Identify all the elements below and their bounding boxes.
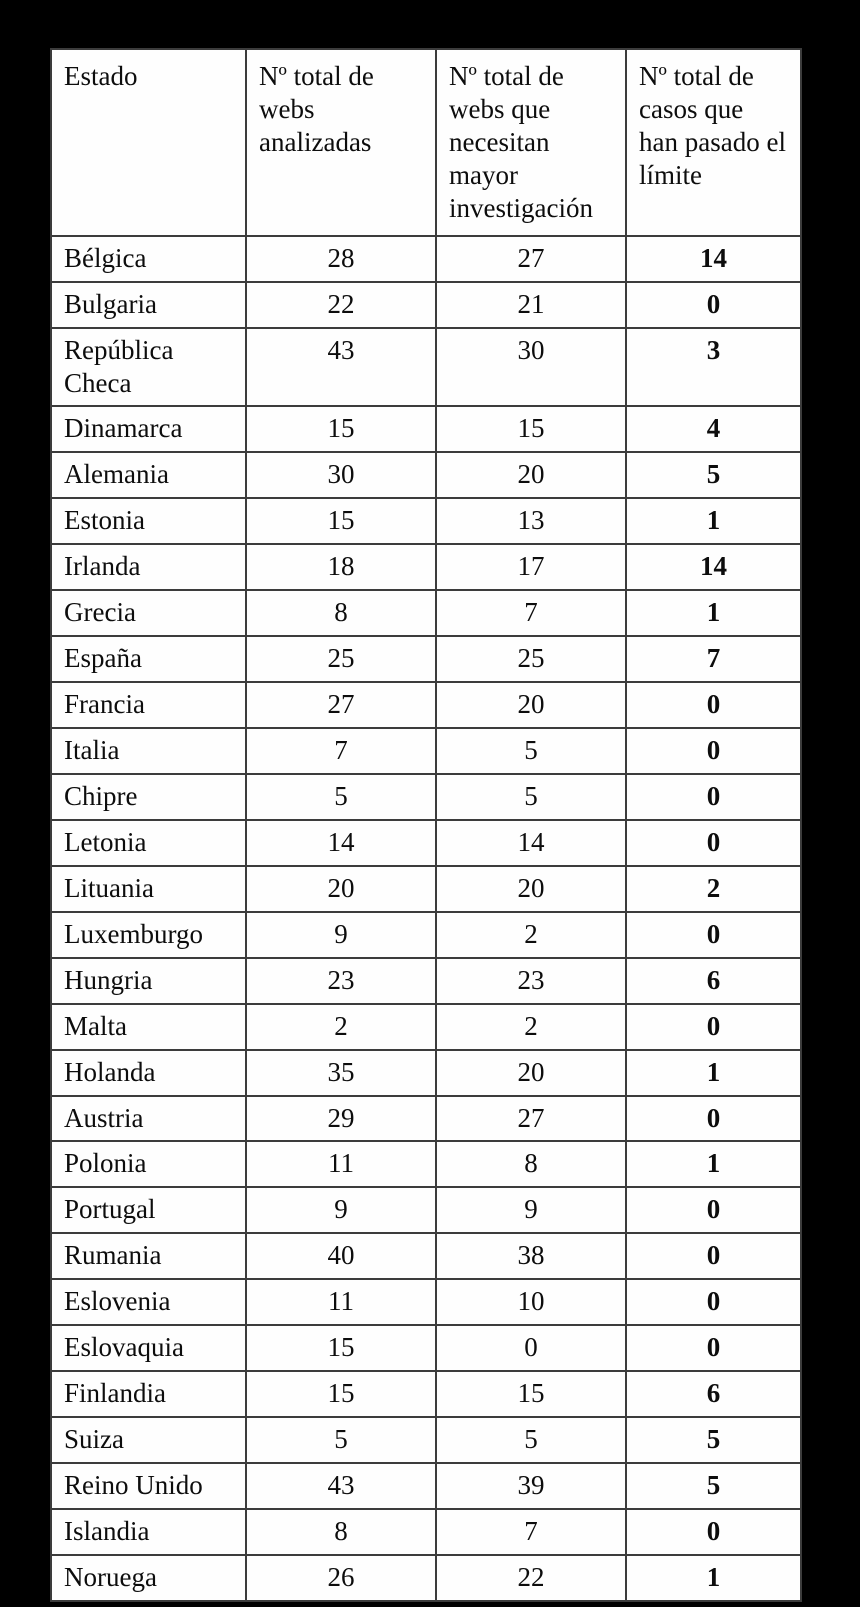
- cell-webs-analizadas: 30: [246, 452, 436, 498]
- cell-estado: Islandia: [51, 1509, 246, 1555]
- cell-casos-limite: 1: [626, 498, 801, 544]
- cell-webs-analizadas: 9: [246, 912, 436, 958]
- header-row: [51, 49, 801, 236]
- cell-casos-limite: 14: [626, 544, 801, 590]
- cell-webs-investigacion: 20: [436, 1050, 626, 1096]
- cell-webs-investigacion: 27: [436, 1096, 626, 1142]
- cell-casos-limite: 0: [626, 1187, 801, 1233]
- cell-webs-investigacion: 5: [436, 1417, 626, 1463]
- cell-casos-limite: 5: [626, 1463, 801, 1509]
- table-row: [51, 1371, 801, 1417]
- table-row: [51, 328, 801, 407]
- cell-estado: Bulgaria: [51, 282, 246, 328]
- header-casos-limite: Nº total de casos que han pasado el límite: [626, 49, 801, 236]
- cell-webs-investigacion: 30: [436, 328, 626, 407]
- cell-casos-limite: 0: [626, 682, 801, 728]
- cell-webs-analizadas: 40: [246, 1233, 436, 1279]
- cell-webs-investigacion: 7: [436, 590, 626, 636]
- cell-casos-limite: 0: [626, 282, 801, 328]
- cell-casos-limite: 4: [626, 406, 801, 452]
- cell-webs-investigacion: 10: [436, 1279, 626, 1325]
- cell-estado: Irlanda: [51, 544, 246, 590]
- cell-estado: España: [51, 636, 246, 682]
- cell-casos-limite: 7: [626, 636, 801, 682]
- cell-webs-investigacion: 0: [436, 1325, 626, 1371]
- cell-webs-investigacion: 38: [436, 1233, 626, 1279]
- cell-casos-limite: 0: [626, 912, 801, 958]
- cell-webs-investigacion: 22: [436, 1555, 626, 1601]
- cell-webs-investigacion: 7: [436, 1509, 626, 1555]
- cell-casos-limite: 2: [626, 866, 801, 912]
- cell-estado: Lituania: [51, 866, 246, 912]
- table-row: [51, 820, 801, 866]
- cell-webs-analizadas: 9: [246, 1187, 436, 1233]
- cell-webs-analizadas: 18: [246, 544, 436, 590]
- cell-casos-limite: 0: [626, 1279, 801, 1325]
- cell-webs-investigacion: 2: [436, 912, 626, 958]
- table-row: [51, 1417, 801, 1463]
- cell-casos-limite: 0: [626, 728, 801, 774]
- cell-webs-analizadas: 22: [246, 282, 436, 328]
- cell-casos-limite: 0: [626, 820, 801, 866]
- cell-webs-investigacion: 21: [436, 282, 626, 328]
- cell-webs-analizadas: 26: [246, 1555, 436, 1601]
- cell-estado: Eslovaquia: [51, 1325, 246, 1371]
- cell-webs-investigacion: 8: [436, 1141, 626, 1187]
- cell-casos-limite: 1: [626, 1141, 801, 1187]
- cell-casos-limite: 5: [626, 452, 801, 498]
- cell-webs-analizadas: 28: [246, 236, 436, 282]
- cell-casos-limite: 6: [626, 958, 801, 1004]
- table-row: [51, 1325, 801, 1371]
- cell-estado: Suiza: [51, 1417, 246, 1463]
- cell-webs-investigacion: 15: [436, 1371, 626, 1417]
- cell-webs-investigacion: 5: [436, 728, 626, 774]
- cell-webs-analizadas: 14: [246, 820, 436, 866]
- cell-webs-analizadas: 27: [246, 682, 436, 728]
- table-row: [51, 866, 801, 912]
- table-row: [51, 452, 801, 498]
- cell-casos-limite: 3: [626, 328, 801, 407]
- cell-casos-limite: 5: [626, 1417, 801, 1463]
- cell-webs-investigacion: 17: [436, 544, 626, 590]
- cell-casos-limite: 0: [626, 1004, 801, 1050]
- cell-webs-analizadas: 8: [246, 1509, 436, 1555]
- table-row: [51, 1141, 801, 1187]
- cell-webs-analizadas: 8: [246, 590, 436, 636]
- cell-webs-investigacion: 2: [436, 1004, 626, 1050]
- cell-estado: Letonia: [51, 820, 246, 866]
- cell-webs-investigacion: 27: [436, 236, 626, 282]
- cell-estado: Francia: [51, 682, 246, 728]
- cell-webs-analizadas: 7: [246, 728, 436, 774]
- table-row: [51, 728, 801, 774]
- countries-table: [50, 48, 802, 1602]
- cell-casos-limite: 14: [626, 236, 801, 282]
- countries-table-container: [50, 48, 800, 1602]
- header-estado: Estado: [51, 49, 246, 236]
- cell-webs-analizadas: 25: [246, 636, 436, 682]
- cell-webs-investigacion: 23: [436, 958, 626, 1004]
- table-row: [51, 544, 801, 590]
- cell-webs-investigacion: 15: [436, 406, 626, 452]
- table-row: [51, 912, 801, 958]
- cell-webs-investigacion: 20: [436, 452, 626, 498]
- table-row: [51, 636, 801, 682]
- table-row: [51, 682, 801, 728]
- cell-webs-analizadas: 15: [246, 498, 436, 544]
- table-row: [51, 498, 801, 544]
- cell-estado: Grecia: [51, 590, 246, 636]
- cell-webs-analizadas: 43: [246, 1463, 436, 1509]
- cell-estado: Malta: [51, 1004, 246, 1050]
- cell-webs-analizadas: 20: [246, 866, 436, 912]
- table-body: [51, 236, 801, 1601]
- cell-webs-analizadas: 15: [246, 1371, 436, 1417]
- cell-estado: Reino Unido: [51, 1463, 246, 1509]
- cell-casos-limite: 6: [626, 1371, 801, 1417]
- cell-webs-analizadas: 35: [246, 1050, 436, 1096]
- cell-casos-limite: 1: [626, 1050, 801, 1096]
- cell-webs-investigacion: 5: [436, 774, 626, 820]
- cell-webs-investigacion: 39: [436, 1463, 626, 1509]
- cell-estado: Portugal: [51, 1187, 246, 1233]
- cell-casos-limite: 0: [626, 1096, 801, 1142]
- table-row: [51, 958, 801, 1004]
- table-row: [51, 590, 801, 636]
- cell-estado: Austria: [51, 1096, 246, 1142]
- cell-estado: Rumania: [51, 1233, 246, 1279]
- cell-webs-analizadas: 5: [246, 1417, 436, 1463]
- cell-casos-limite: 0: [626, 1233, 801, 1279]
- cell-estado: Hungria: [51, 958, 246, 1004]
- cell-webs-investigacion: 13: [436, 498, 626, 544]
- table-row: [51, 1096, 801, 1142]
- cell-estado: Noruega: [51, 1555, 246, 1601]
- cell-webs-investigacion: 25: [436, 636, 626, 682]
- cell-estado: Eslovenia: [51, 1279, 246, 1325]
- table-row: [51, 236, 801, 282]
- cell-webs-analizadas: 2: [246, 1004, 436, 1050]
- table-row: [51, 1004, 801, 1050]
- table-row: [51, 1050, 801, 1096]
- cell-estado: Holanda: [51, 1050, 246, 1096]
- cell-webs-investigacion: 14: [436, 820, 626, 866]
- table-row: [51, 1555, 801, 1601]
- cell-casos-limite: 0: [626, 1509, 801, 1555]
- cell-estado: Finlandia: [51, 1371, 246, 1417]
- table-row: [51, 282, 801, 328]
- header-webs-analizadas: Nº total de webs analizadas: [246, 49, 436, 236]
- cell-casos-limite: 1: [626, 590, 801, 636]
- cell-estado: Estonia: [51, 498, 246, 544]
- cell-estado: Bélgica: [51, 236, 246, 282]
- cell-webs-analizadas: 29: [246, 1096, 436, 1142]
- cell-casos-limite: 1: [626, 1555, 801, 1601]
- cell-webs-investigacion: 20: [436, 866, 626, 912]
- cell-estado: Alemania: [51, 452, 246, 498]
- cell-webs-analizadas: 15: [246, 406, 436, 452]
- cell-webs-investigacion: 20: [436, 682, 626, 728]
- cell-webs-analizadas: 5: [246, 774, 436, 820]
- cell-webs-analizadas: 43: [246, 328, 436, 407]
- cell-webs-analizadas: 15: [246, 1325, 436, 1371]
- table-row: [51, 1279, 801, 1325]
- table-row: [51, 1233, 801, 1279]
- cell-webs-analizadas: 23: [246, 958, 436, 1004]
- cell-casos-limite: 0: [626, 1325, 801, 1371]
- header-webs-investigacion: Nº total de webs que necesitan mayor investigación: [436, 49, 626, 236]
- table-row: [51, 1463, 801, 1509]
- cell-estado: República Checa: [51, 328, 246, 407]
- cell-estado: Dinamarca: [51, 406, 246, 452]
- cell-estado: Polonia: [51, 1141, 246, 1187]
- cell-webs-analizadas: 11: [246, 1279, 436, 1325]
- table-header: [51, 49, 801, 236]
- cell-casos-limite: 0: [626, 774, 801, 820]
- cell-webs-investigacion: 9: [436, 1187, 626, 1233]
- cell-estado: Luxemburgo: [51, 912, 246, 958]
- cell-estado: Chipre: [51, 774, 246, 820]
- table-row: [51, 774, 801, 820]
- table-row: [51, 1509, 801, 1555]
- cell-estado: Italia: [51, 728, 246, 774]
- cell-webs-analizadas: 11: [246, 1141, 436, 1187]
- table-row: [51, 1187, 801, 1233]
- table-row: [51, 406, 801, 452]
